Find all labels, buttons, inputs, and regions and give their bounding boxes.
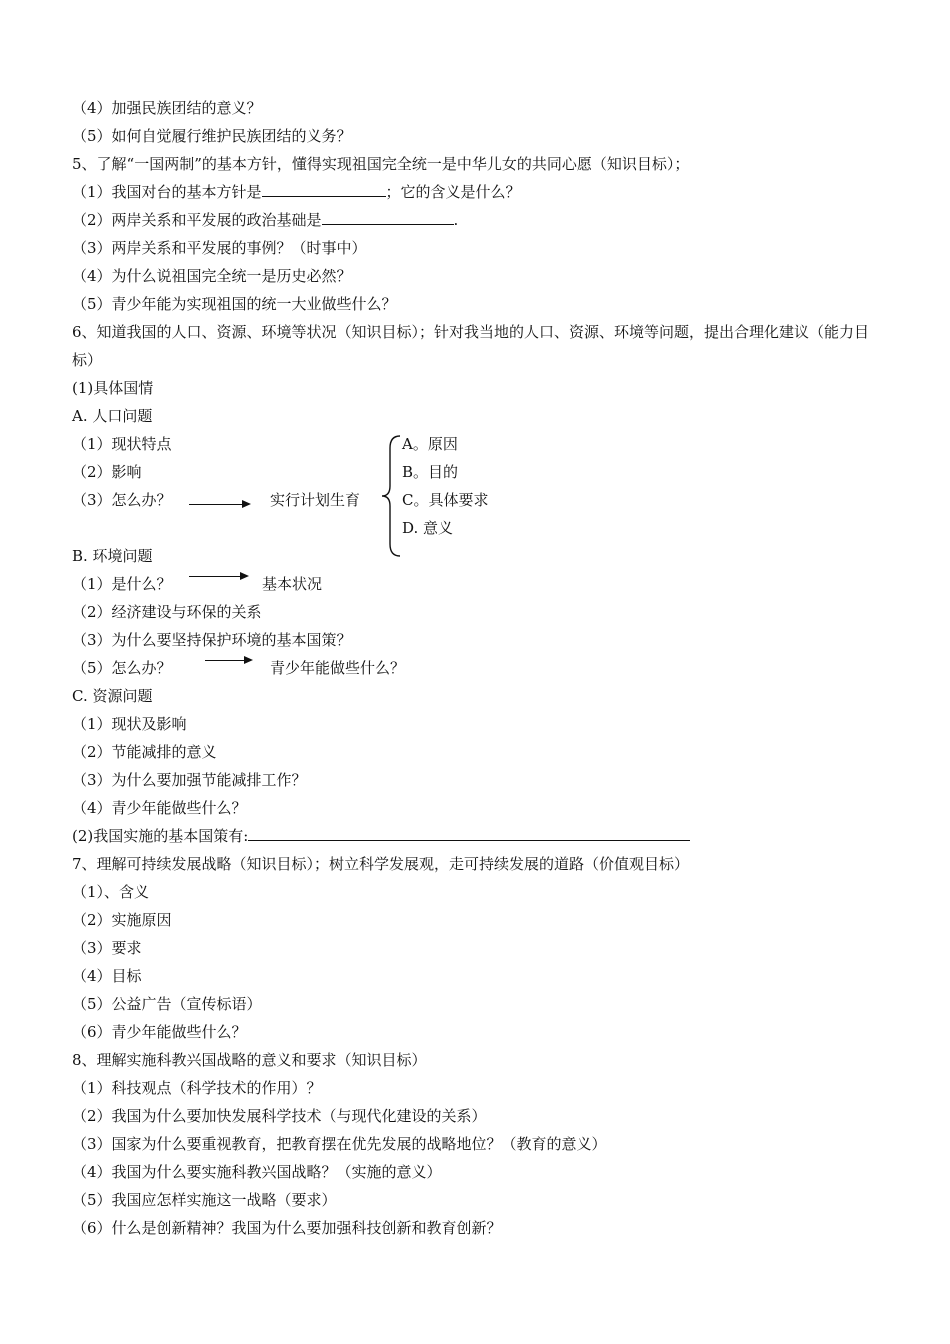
section-7-heading: 7、理解可持续发展战略（知识目标）；树立科学发展观，走可持续发展的道路（价值观目标） xyxy=(72,855,690,873)
item-resources-status: （1）现状及影响 xyxy=(72,715,187,733)
family-planning-label: 实行计划生育 xyxy=(270,491,361,509)
option-significance: D. 意义 xyxy=(402,519,454,537)
item-cross-strait-examples: （3）两岸关系和平发展的事例？（时事中） xyxy=(72,239,367,257)
item-political-basis xyxy=(72,210,458,230)
item-reunification-necessity: （4）为什么说祖国完全统一是历史必然？ xyxy=(72,267,352,285)
item-science-views: （1）科技观点（科学技术的作用）？ xyxy=(72,1079,322,1097)
topic-population: A. 人口问题 xyxy=(72,407,153,425)
item-economy-environment: （2）经济建设与环保的关系 xyxy=(72,603,262,621)
item-environment-policy: （3）为什么要坚持保护环境的基本国策？ xyxy=(72,631,352,649)
blank-line xyxy=(262,182,386,197)
item-political-basis-suffix: . xyxy=(453,211,459,229)
item-science-development: （2）我国为什么要加快发展科学技术（与现代化建设的关系） xyxy=(72,1107,487,1125)
item-population-action: （3）怎么办？ xyxy=(72,491,172,509)
section-8-heading: 8、理解实施科教兴国战略的意义和要求（知识目标） xyxy=(72,1051,427,1069)
item-strategy-significance: （4）我国为什么要实施科教兴国战略？（实施的意义） xyxy=(72,1163,442,1181)
item-energy-saving-significance: （2）节能减排的意义 xyxy=(72,743,217,761)
option-cause: A。原因 xyxy=(402,435,458,453)
item-environment-what: （1）是什么？ xyxy=(72,575,172,593)
curly-brace xyxy=(380,434,402,558)
item-sustainable-requirements: （3）要求 xyxy=(72,939,142,957)
arrow-to-family-planning xyxy=(189,504,249,505)
item-sustainable-youth: （6）青少年能做些什么？ xyxy=(72,1023,247,1041)
item-sustainable-meaning: （1）、含义 xyxy=(72,883,150,901)
arrow-to-basic-status xyxy=(189,576,247,577)
option-purpose: B。目的 xyxy=(402,463,459,481)
item-ethnic-unity-significance: （4）加强民族团结的意义？ xyxy=(72,99,262,117)
item-population-status: （1）现状特点 xyxy=(72,435,172,453)
option-requirements: C。具体要求 xyxy=(402,491,489,509)
item-education-priority: （3）国家为什么要重视教育，把教育摆在优先发展的战略地位？（教育的意义） xyxy=(72,1135,607,1153)
item-taiwan-policy-prefix: （1）我国对台的基本方针是 xyxy=(72,183,262,201)
section-5-heading: 5、了解“一国两制”的基本方针，懂得实现祖国完全统一是中华儿女的共同心愿（知识目标）； xyxy=(72,155,690,173)
basic-status-label: 基本状况 xyxy=(262,575,323,593)
topic-environment: B. 环境问题 xyxy=(72,547,153,565)
item-basic-national-policies-label: (2)我国实施的基本国策有: xyxy=(72,827,249,845)
item-public-ads: （5）公益广告（宣传标语） xyxy=(72,995,262,1013)
item-innovation: （6）什么是创新精神？我国为什么要加强科技创新和教育创新？ xyxy=(72,1219,502,1237)
item-resources-youth: （4）青少年能做些什么？ xyxy=(72,799,247,817)
item-basic-national-policies xyxy=(72,826,690,846)
item-sustainable-goals: （4）目标 xyxy=(72,967,142,985)
item-energy-saving-reason: （3）为什么要加强节能减排工作？ xyxy=(72,771,307,789)
youth-action-label: 青少年能做些什么？ xyxy=(270,659,406,677)
item-youth-reunification: （5）青少年能为实现祖国的统一大业做些什么？ xyxy=(72,295,397,313)
blank-line xyxy=(322,210,454,225)
arrow-to-youth-action xyxy=(205,660,251,661)
topic-resources: C. 资源问题 xyxy=(72,687,153,705)
item-sustainable-reason: （2）实施原因 xyxy=(72,911,172,929)
item-environment-action: （5）怎么办？ xyxy=(72,659,172,677)
item-taiwan-policy-suffix: ；它的含义是什么？ xyxy=(385,183,521,201)
item-strategy-requirements: （5）我国应怎样实施这一战略（要求） xyxy=(72,1191,337,1209)
section-6-heading: 6、知道我国的人口、资源、环境等状况（知识目标）；针对我当地的人口、资源、环境等问题，提出合理化建议（能力目标） xyxy=(72,323,870,369)
item-population-impact: （2）影响 xyxy=(72,463,142,481)
item-political-basis-prefix: （2）两岸关系和平发展的政治基础是 xyxy=(72,211,322,229)
blank-line xyxy=(248,826,690,841)
item-taiwan-policy xyxy=(72,182,521,202)
subsection-national-conditions: (1)具体国情 xyxy=(72,379,154,397)
item-ethnic-unity-duty: （5）如何自觉履行维护民族团结的义务？ xyxy=(72,127,352,145)
